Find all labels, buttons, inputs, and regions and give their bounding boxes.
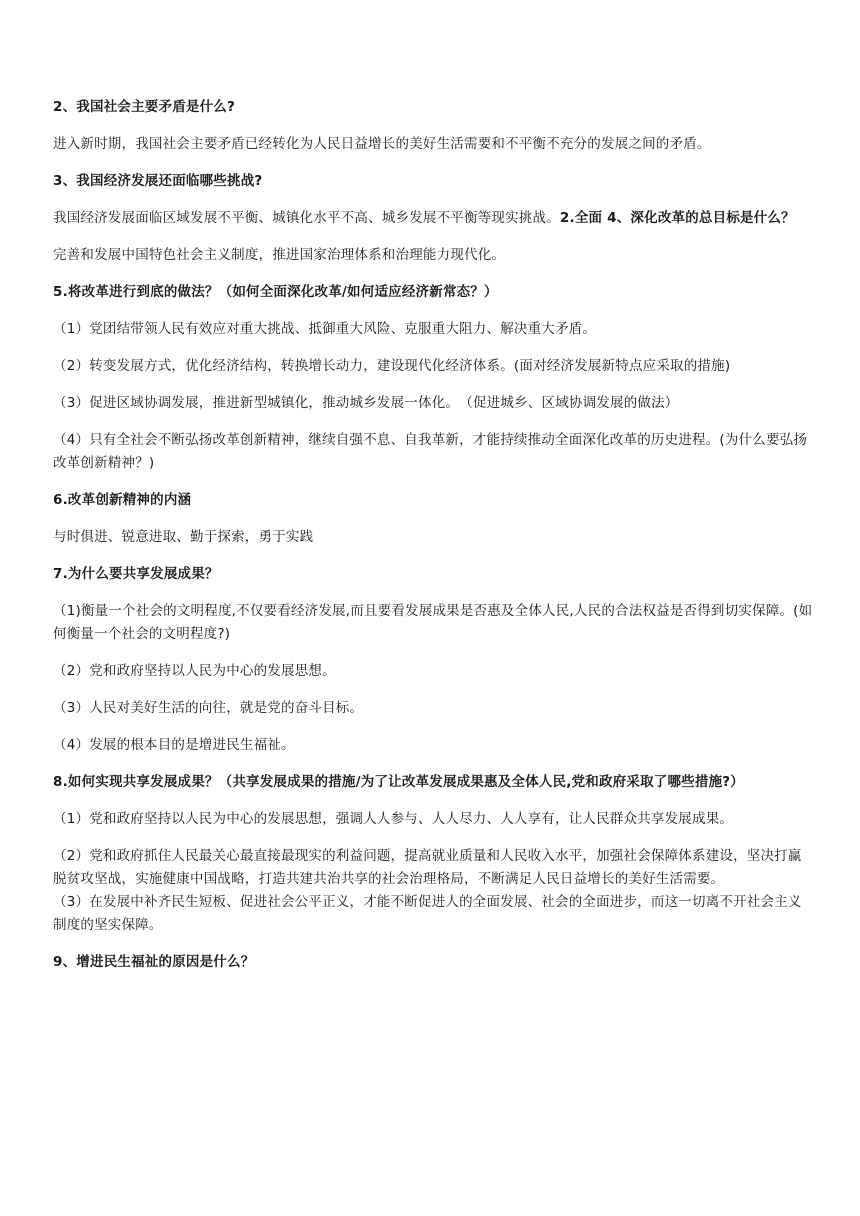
- document-body: [53, 96, 813, 988]
- question-8-heading: 8.如何实现共享发展成果？（共享发展成果的措施/为了让改革发展成果惠及全体人民,党和政府采取了哪些措施?）: [53, 774, 745, 790]
- question-7-item-2: （2）党和政府坚持以人民为中心的发展思想。: [53, 663, 336, 679]
- question-9-heading: 9、增进民生福祉的原因是什么？: [53, 954, 255, 970]
- question-6-heading: 6.改革创新精神的内涵: [53, 492, 192, 508]
- question-3-answer-text: 我国经济发展面临区域发展不平衡、城镇化水平不高、城乡发展不平衡等现实挑战。: [53, 210, 560, 226]
- question-5-item-4: （4）只有全社会不断弘扬改革创新精神，继续自强不息、自我革新，才能持续推动全面深化改革的历史进程。(为什么要弘扬改革创新精神？): [53, 432, 808, 471]
- question-7-item-3: （3）人民对美好生活的向往，就是党的奋斗目标。: [53, 700, 364, 716]
- question-3-heading: 3、我国经济发展还面临哪些挑战?: [53, 173, 263, 189]
- question-7-item-1: （1)衡量一个社会的文明程度,不仅要看经济发展,而且要看发展成果是否惠及全体人民,人民的合法权益是否得到切实保障。(如何衡量一个社会的文明程度?): [53, 603, 813, 642]
- question-8-item-2: （2）党和政府抓住人民最关心最直接最现实的利益问题，提高就业质量和人民收入水平，加强社会保障体系建设，坚决打赢脱贫攻坚战，实施健康中国战略，打造共建共治共享的社会治理格局，不断满足人民日益增长的美好生活需要。: [53, 848, 802, 887]
- question-8-item-1: （1）党和政府坚持以人民为中心的发展思想，强调人人参与、人人尽力、人人享有，让人民群众共享发展成果。: [53, 811, 734, 827]
- question-7-heading: 7.为什么要共享发展成果？: [53, 566, 219, 582]
- question-7-item-4: （4）发展的根本目的是增进民生福祉。: [53, 737, 295, 753]
- question-5-item-1: （1）党团结带领人民有效应对重大挑战、抵御重大风险、克服重大阻力、解决重大矛盾。: [53, 321, 597, 337]
- question-5-heading: 5.将改革进行到底的做法？（如何全面深化改革/如何适应经济新常态？）: [53, 284, 498, 300]
- question-2-answer: 进入新时期，我国社会主要矛盾已经转化为人民日益增长的美好生活需要和不平衡不充分的发展之间的矛盾。: [53, 136, 711, 152]
- question-2-heading: 2、我国社会主要矛盾是什么?: [53, 99, 236, 115]
- question-6-answer: 与时俱进、锐意进取、勤于探索，勇于实践: [53, 529, 314, 545]
- question-3-answer: [53, 207, 813, 230]
- question-8-item-3: （3）在发展中补齐民生短板、促进社会公平正义，才能不断促进人的全面发展、社会的全面进步，而这一切离不开社会主义制度的坚实保障。: [53, 894, 802, 933]
- question-4-heading: 2.全面 4、深化改革的总目标是什么？: [559, 210, 795, 226]
- question-5-item-2: （2）转变发展方式，优化经济结构，转换增长动力，建设现代化经济体系。(面对经济发展新特点应采取的措施): [53, 358, 731, 374]
- question-5-item-3: （3）促进区域协调发展，推进新型城镇化，推动城乡发展一体化。 （促进城乡、区域协调发展的做法）: [53, 395, 679, 411]
- question-4-answer: 完善和发展中国特色社会主义制度，推进国家治理体系和治理能力现代化。: [53, 247, 506, 263]
